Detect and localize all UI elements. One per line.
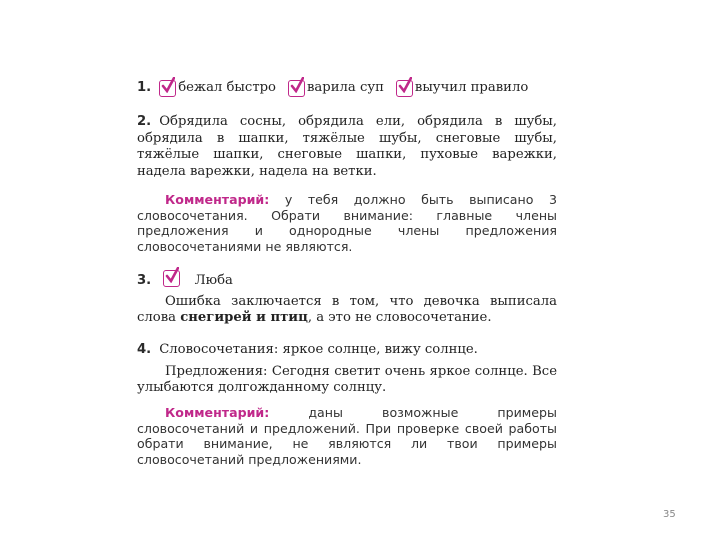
section-4-line1: Словосочетания: яркое солнце, вижу солнце.: [159, 342, 478, 357]
checkmark-icon: [396, 80, 413, 97]
answer-item-1: [159, 80, 276, 97]
checkmark-icon: [163, 270, 180, 287]
section-4-number: 4.: [137, 342, 152, 357]
section-2-number: 2.: [137, 114, 152, 129]
section-3-answer: Люба: [194, 273, 233, 288]
section-3-number: 3.: [137, 273, 152, 288]
section-2: [137, 114, 557, 180]
section-1-number: 1.: [137, 80, 152, 96]
answer-item-2: [288, 80, 384, 97]
checkmark-icon: [159, 80, 176, 97]
section-1: [137, 80, 557, 97]
section-2-text: Обрядила сосны, обрядила ели, обрядила в шубы, обрядила в шапки, тяжёлые шубы, снеговые шубы, тяжёлые шапки, снеговые шапки, пуховые варежки, надела варежки, надела на ветки.: [137, 114, 557, 179]
section-3-text-bold: снегирей и птиц: [180, 310, 308, 325]
comment-1: [137, 192, 557, 254]
section-3-answer-row: [137, 270, 557, 290]
comment-2-label: Комментарий:: [165, 405, 270, 420]
section-3-text-before: Ошибка заключается в том, что девочка выписала слова: [137, 293, 557, 325]
comment-2-text: даны возможные примеры словосочетаний и предложений. При проверке своей работы обрати внимание, не являются ли твои примеры словосочетаний предложениями.: [137, 405, 557, 467]
comment-1-text: у тебя должно быть выписано 3 словосочетания. Обрати внимание: главные члены предложения и однородные члены предложения словосочетаниями не являются.: [137, 192, 557, 254]
answer-item-3-text: выучил правило: [414, 80, 529, 96]
checkmark-icon: [288, 80, 305, 97]
section-4-collocations: [137, 342, 557, 359]
section-4: [137, 342, 557, 397]
comment-2: [137, 405, 557, 467]
section-3: [137, 270, 557, 327]
section-3-explanation: [137, 294, 557, 327]
section-3-text-after: , а это не словосочетание.: [307, 310, 492, 325]
section-4-sentences: Предложения: Сегодня светит очень яркое солнце. Все улыбаются долгожданному солнцу.: [137, 363, 557, 395]
comment-1-label: Комментарий:: [165, 192, 270, 207]
answer-item-2-text: варила суп: [307, 80, 384, 96]
answer-item-3: [396, 80, 528, 97]
answer-item-1-text: бежал быстро: [178, 80, 276, 96]
page-number: 35: [663, 509, 676, 520]
